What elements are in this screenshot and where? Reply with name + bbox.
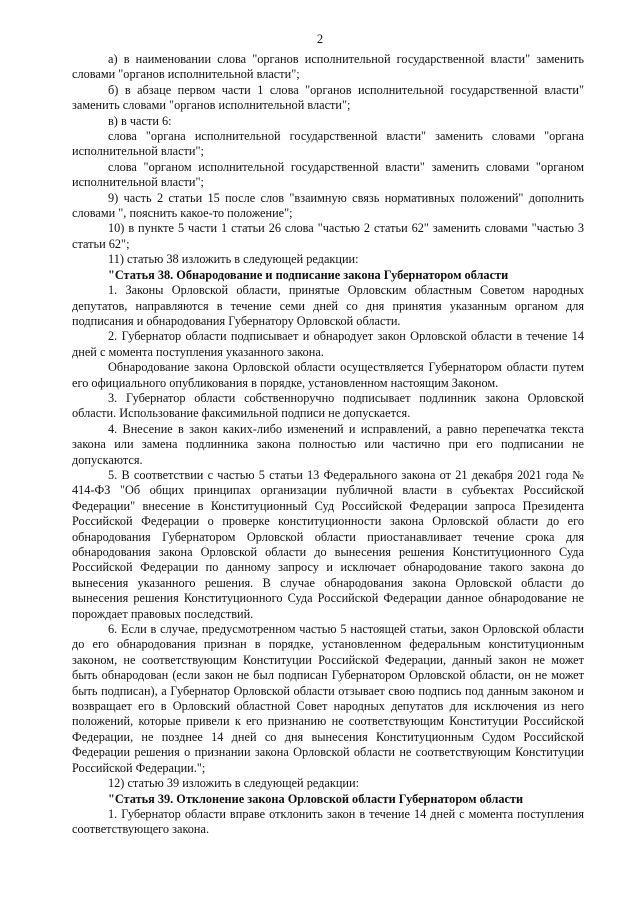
paragraph: 5. В соответствии с частью 5 статьи 13 Федерального закона от 21 декабря 2021 года № 414-ФЗ "Об общих принципах организации публичной власти в субъектах Российской Федерации" внесение в Конституционный Суд Российской Федерации запроса Президента Российской Федерации о проверке конституционности закона Орловской области до его обнародования Губернатором Орловской области приостанавливает течение срока для обнародования закона Орловской области до вынесения решения Конституционного Суда Российской Федерации по данному запросу и исключает обнародование такого закона до вынесения указанного решения. В случае обнародования закона Орловской области до вынесения решения Конституционного Суда Российской Федерации данное обнародование не порождает правовых последствий. [72, 467, 584, 621]
paragraph: слова "органа исполнительной государственной власти" заменить словами "органа исполнительной власти"; [72, 129, 584, 159]
paragraph: 10) в пункте 5 части 1 статьи 26 слова "частью 2 статьи 62" заменить словами "частью 3 статьи 62"; [72, 221, 584, 251]
paragraph: 1. Законы Орловской области, принятые Орловским областным Советом народных депутатов, направляются в течение семи дней со дня принятия указанным органом для подписания и обнародования Губернатору Орловской области. [72, 283, 584, 328]
paragraph: 4. Внесение в закон каких-либо изменений и исправлений, а равно перепечатка текста закона или замена подлинника закона полностью или частично при его подписании не допускаются. [72, 421, 584, 467]
document-body [72, 52, 584, 838]
article-heading: "Статья 38. Обнародование и подписание закона Губернатором области [108, 267, 509, 282]
article-heading: "Статья 39. Отклонение закона Орловской области Губернатором области [108, 791, 524, 806]
paragraph: 3. Губернатор области собственноручно подписывает подлинник закона Орловской области. Использование факсимильной подписи не допускается. [72, 390, 584, 421]
paragraph: в) в части 6: [108, 113, 172, 128]
paragraph: 9) часть 2 статьи 15 после слов "взаимную связь нормативных положений" дополнить словами ", пояснить какое-то положение"; [72, 190, 584, 221]
paragraph: а) в наименовании слова "органов исполнительной государственной власти" заменить словами "органов исполнительной власти"; [72, 52, 584, 82]
paragraph: 1. Губернатор области вправе отклонить закон в течение 14 дней с момента поступления соответствующего закона. [72, 806, 584, 837]
paragraph: 11) статью 38 изложить в следующей редакции: [108, 252, 359, 267]
page-number: 2 [316, 32, 324, 46]
paragraph: 2. Губернатор области подписывает и обнародует закон Орловской области в течение 14 дней с момента поступления указанного закона. [72, 329, 584, 359]
paragraph: б) в абзаце первом части 1 слова "органов исполнительной государственной власти" заменить словами "органов исполнительной власти"; [72, 82, 584, 113]
paragraph: слова "органом исполнительной государственной власти" заменить словами "органом исполнительной власти"; [72, 159, 584, 190]
paragraph: 6. Если в случае, предусмотренном частью 5 настоящей статьи, закон Орловской области до его обнародования признан в порядке, установленном федеральным конституционным законом, не соответствующим Конституции Российской Федерации, данный закон не может быть обнародован (если закон не был подписан Губернатором Орловской области, он не может быть подписан), а Губернатор Орловской области отзывает свою подпись под данным законом и возвращает его в Орловский областной Совет народных депутатов для исключения из него положений, которые привели к его признанию не соответствующим Конституции Российской Федерации, не позднее 14 дней со дня вынесения Конституционным Судом Российской Федерации решения о признании закона Орловской области не соответствующим Конституции Российской Федерации."; [72, 622, 584, 775]
paragraph: 12) статью 39 изложить в следующей редакции: [108, 776, 359, 791]
paragraph: Обнародование закона Орловской области осуществляется Губернатором области путем его официального опубликования в порядке, установленном настоящим Законом. [72, 360, 584, 390]
